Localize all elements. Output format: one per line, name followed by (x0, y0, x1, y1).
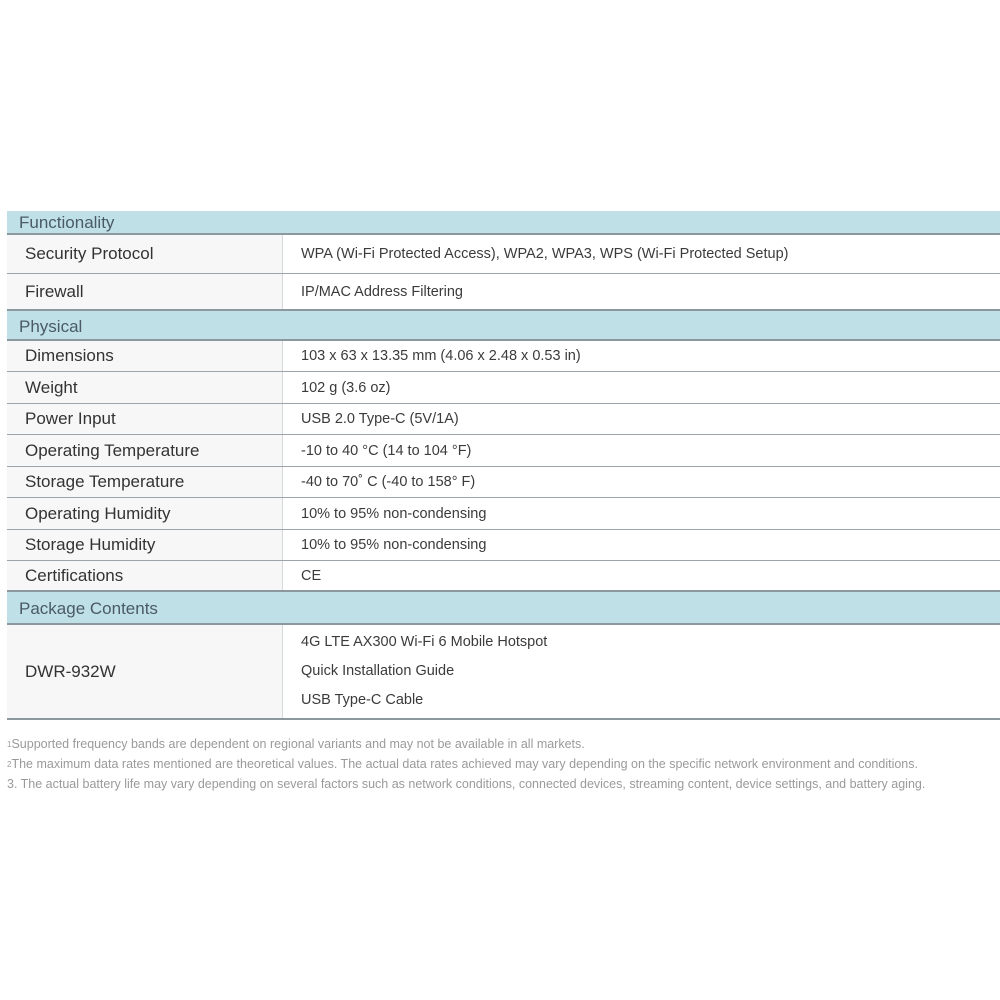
footnotes (7, 734, 982, 794)
spec-row-weight (7, 372, 1000, 404)
spec-label: Weight (7, 372, 283, 403)
spec-label: Dimensions (7, 341, 283, 371)
spec-label: Storage Humidity (7, 530, 283, 560)
footnote-mark: 2 (7, 760, 12, 769)
footnote-1 (7, 734, 982, 754)
spec-row-certifications (7, 561, 1000, 590)
spec-label: Operating Temperature (7, 435, 283, 466)
spec-value: -10 to 40 °C (14 to 104 °F) (301, 442, 472, 459)
footnote-text: The maximum data rates mentioned are theoretical values. The actual data rates achieved may vary depending on the specific network environment and conditions. (11, 757, 918, 771)
section-header-package-contents: Package Contents (7, 590, 1000, 625)
footnote-3: 3. The actual battery life may vary depending on several factors such as network conditions, connected devices, streaming content, device settings, and battery aging. (7, 777, 926, 791)
spec-label: Certifications (7, 561, 283, 590)
package-item: Quick Installation Guide (301, 663, 455, 679)
spec-table (7, 211, 1000, 720)
spec-label: Firewall (7, 274, 283, 309)
spec-row-storage-temperature (7, 467, 1000, 498)
spec-row-storage-humidity (7, 530, 1000, 561)
footnote-2 (7, 754, 982, 774)
spec-value: 102 g (3.6 oz) (301, 379, 391, 396)
spec-value: 10% to 95% non-condensing (301, 505, 487, 522)
spec-row-operating-temperature (7, 435, 1000, 467)
spec-value: 103 x 63 x 13.35 mm (4.06 x 2.48 x 0.53 in) (301, 348, 581, 364)
spec-value: -40 to 70˚ C (-40 to 158° F) (301, 474, 476, 490)
spec-value: WPA (Wi-Fi Protected Access), WPA2, WPA3, WPS (Wi-Fi Protected Setup) (301, 246, 789, 262)
spec-value: USB 2.0 Type-C (5V/1A) (301, 411, 459, 427)
spec-row-dimensions (7, 341, 1000, 372)
spec-row-operating-humidity (7, 498, 1000, 530)
package-item: USB Type-C Cable (301, 692, 424, 708)
spec-value: 10% to 95% non-condensing (301, 537, 487, 553)
spec-label: Security Protocol (7, 235, 283, 273)
footnote-mark: 1 (7, 740, 12, 749)
package-items-list (283, 625, 1000, 718)
spec-label: Power Input (7, 404, 283, 434)
spec-label: Storage Temperature (7, 467, 283, 497)
spec-label: Operating Humidity (7, 498, 283, 529)
spec-label: DWR-932W (7, 625, 283, 718)
section-header-functionality: Functionality (7, 211, 1000, 235)
footnote-text: Supported frequency bands are dependent on regional variants and may not be available in all markets. (11, 737, 585, 751)
spec-value: IP/MAC Address Filtering (301, 283, 463, 300)
spec-row-security-protocol (7, 235, 1000, 274)
spec-value: CE (301, 567, 322, 584)
spec-row-firewall (7, 274, 1000, 309)
package-item: 4G LTE AX300 Wi-Fi 6 Mobile Hotspot (301, 634, 548, 650)
spec-row-power-input (7, 404, 1000, 435)
spec-row-package-contents (7, 625, 1000, 720)
section-header-physical: Physical (7, 309, 1000, 341)
